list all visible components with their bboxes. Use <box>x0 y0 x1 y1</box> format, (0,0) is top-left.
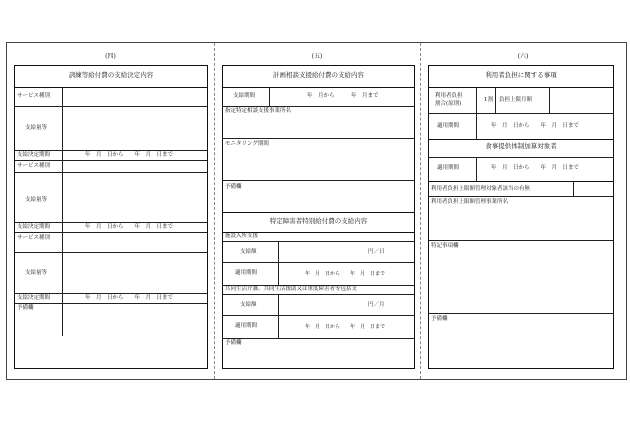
special-benefit-title: 特定障害者特別給付費の支給内容 <box>269 217 368 225</box>
applied-period-value: 年 月 日から 年 月 日まで <box>305 271 386 277</box>
service-type-label: サービス種別 <box>17 235 51 241</box>
amount-label: 支給額 <box>240 249 257 255</box>
panel-title: 計画相談支援給付費の支給内容 <box>273 71 364 79</box>
applied-period-label: 適用期間 <box>437 123 460 129</box>
amount-label: 支給量等 <box>25 125 48 131</box>
period-label: 支給期間 <box>233 93 256 99</box>
remarks-label: 予備欄 <box>225 340 242 346</box>
certificate-sheet <box>6 42 627 380</box>
panel-number: (六) <box>517 53 529 60</box>
panel-user-burden <box>420 43 626 379</box>
service-type-label: サービス種別 <box>17 93 51 99</box>
amount-label: 支給量等 <box>25 197 48 203</box>
applied-period-label: 適用期間 <box>235 323 258 329</box>
panel-consultation-support <box>214 43 420 379</box>
remarks-label: 予備欄 <box>17 305 34 311</box>
burden-ratio-value: 1割 <box>484 97 493 103</box>
panel-title: 利用者負担に関する事項 <box>485 71 557 79</box>
period-label: 支給決定期間 <box>17 295 51 301</box>
facility-label: 施設入所支援 <box>225 233 259 239</box>
period-value: 年 月 日から 年 月 日まで <box>85 295 174 301</box>
per-day-unit: 円／日 <box>368 249 385 255</box>
period-value: 年 月から 年 月まで <box>307 93 379 99</box>
panel-number: (五) <box>311 53 323 60</box>
special-notes-label: 特記事項欄 <box>431 243 459 249</box>
remarks-label: 予備欄 <box>225 184 242 190</box>
applied-period-label: 適用期間 <box>437 165 460 171</box>
period-value: 年 月 日から 年 月 日まで <box>85 152 174 158</box>
panel-title: 訓練等給付費の支給決定内容 <box>68 71 154 79</box>
consultation-support-table <box>222 65 415 369</box>
service-type-label: サービス種別 <box>17 163 51 169</box>
period-label: 支給決定期間 <box>17 224 51 230</box>
management-target-label: 利用者負担上限額管理対象者該当の有無 <box>431 186 531 192</box>
training-benefit-table <box>14 65 208 369</box>
per-month-unit: 円／月 <box>368 302 385 308</box>
burden-ratio-label: 利用者負担 <box>435 93 463 99</box>
remarks-label: 予備欄 <box>431 316 448 322</box>
group-home-label: 共同生活介護、共同生活援助又は重度障害者等包括支 <box>225 286 358 292</box>
monthly-cap-label: 負担上限月額 <box>499 97 533 103</box>
meal-provision-title: 食事提供体制加算対象者 <box>485 142 557 150</box>
amount-label: 支給量等 <box>25 270 48 276</box>
applied-period-value: 年 月 日から 年 月 日まで <box>491 123 580 129</box>
user-burden-table <box>428 65 614 369</box>
provider-label: 指定特定相談支援事業所名 <box>225 108 292 114</box>
panel-number: (四) <box>105 53 116 60</box>
management-provider-label: 利用者負担上限額管理事業所名 <box>431 199 509 205</box>
burden-ratio-label-2: 割合(原則) <box>435 101 462 107</box>
monitoring-label: モニタリング期間 <box>225 141 269 147</box>
applied-period-value: 年 月 日から 年 月 日まで <box>305 324 386 330</box>
applied-period-label: 適用期間 <box>235 270 258 276</box>
period-label: 支給決定期間 <box>17 152 51 158</box>
period-value: 年 月 日から 年 月 日まで <box>85 224 174 230</box>
applied-period-value: 年 月 日から 年 月 日まで <box>491 165 580 171</box>
panel-training-benefits <box>7 43 214 379</box>
amount-label: 支給額 <box>240 302 257 308</box>
